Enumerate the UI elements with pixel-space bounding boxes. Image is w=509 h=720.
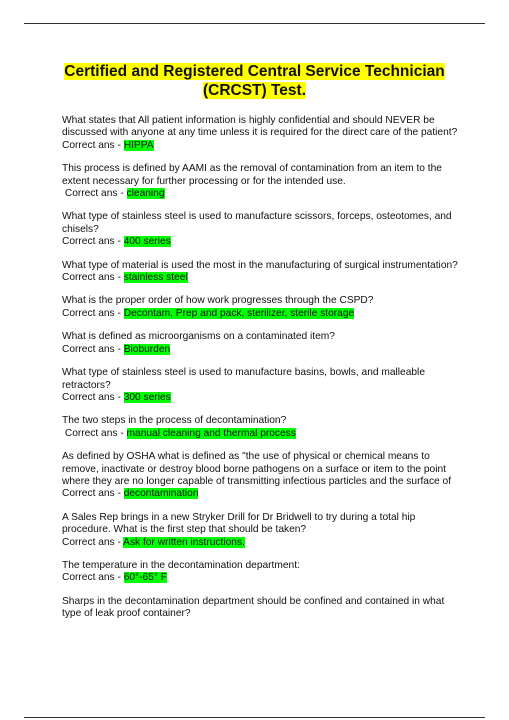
answer-prefix: Correct ans -	[62, 572, 124, 584]
question-text: What is the proper order of how work progresses through the CSPD?	[62, 295, 374, 307]
question-text: This process is defined by AAMI as the removal of contamination from an item to the extent necessary for further processing or for the intended use.	[62, 163, 442, 187]
answer-prefix: Correct ans -	[62, 307, 124, 319]
qa-item	[62, 560, 472, 585]
answer-value: decontamination	[123, 488, 199, 500]
answer-prefix: Correct ans -	[62, 236, 124, 248]
qa-item	[62, 415, 472, 440]
qa-item	[62, 367, 472, 404]
qa-item	[62, 260, 472, 285]
answer-line	[62, 188, 472, 200]
qa-item	[62, 331, 472, 356]
answer-prefix: Correct ans -	[62, 536, 124, 548]
question-text: Sharps in the decontamination department should be confined and contained in what type of leak proof container?	[62, 595, 445, 620]
answer-prefix: Correct ans -	[62, 427, 127, 439]
answer-line	[62, 428, 472, 440]
question-text: What type of stainless steel is used to manufacture scissors, forceps, osteotomes, and chisels?	[62, 211, 452, 235]
answer-prefix: Correct ans -	[62, 139, 124, 151]
answer-value: 400 series	[123, 236, 171, 248]
qa-item	[62, 163, 472, 200]
document-title	[40, 62, 469, 100]
answer-prefix: Correct ans -	[62, 343, 124, 355]
answer-line	[62, 308, 472, 320]
qa-item	[62, 596, 472, 621]
answer-value: Bioburden	[123, 343, 171, 355]
qa-item	[62, 451, 472, 501]
answer-value: Ask for written instructions.	[123, 536, 245, 548]
answer-line	[62, 140, 472, 152]
answer-value: Decontam, Prep and pack, sterilizer, sterile storage	[123, 307, 355, 319]
question-text: A Sales Rep brings in a new Stryker Drill for Dr Bridwell to try during a total hip procedure. What is the first step that should be taken?	[62, 511, 416, 536]
title-line-2: (CRCST) Test.	[202, 82, 307, 99]
qa-item	[62, 295, 472, 320]
qa-item	[62, 512, 472, 549]
question-text: The two steps in the process of decontamination?	[62, 415, 287, 427]
question-text: What states that All patient information is highly confidential and should NEVER be discussed with anyone at any time unless it is required for the direct care of the patient?	[62, 115, 458, 139]
answer-value: manual cleaning and thermal process	[126, 427, 296, 439]
qa-item	[62, 115, 472, 152]
answer-value: HIPPA	[123, 139, 154, 151]
answer-line	[62, 344, 472, 356]
answer-line	[62, 572, 472, 584]
answer-line	[62, 537, 472, 549]
answer-value: stainless steel	[123, 272, 188, 284]
answer-prefix: Correct ans -	[62, 272, 124, 284]
answer-value: 300 series	[123, 391, 171, 403]
qa-item	[62, 211, 472, 248]
answer-value: cleaning	[126, 188, 165, 200]
question-text: What type of stainless steel is used to manufacture basins, bowls, and malleable retractors?	[62, 367, 425, 391]
answer-prefix: Correct ans -	[62, 188, 127, 200]
answer-line	[62, 392, 472, 404]
answer-value: 60°-65° F	[123, 572, 167, 584]
title-line-1: Certified and Registered Central Service Technician	[64, 63, 445, 80]
top-divider	[24, 23, 485, 24]
question-text: The temperature in the decontamination department:	[62, 559, 300, 571]
answer-line	[62, 488, 472, 500]
answer-line	[62, 236, 472, 248]
bottom-divider	[24, 717, 485, 718]
answer-prefix: Correct ans -	[62, 391, 124, 403]
question-text: What is defined as microorganisms on a contaminated item?	[62, 331, 335, 343]
answer-prefix: Correct ans -	[62, 488, 124, 500]
answer-line	[62, 272, 472, 284]
question-text: As defined by OSHA what is defined as "the use of physical or chemical means to remove, inactivate or destroy blood borne pathogens on a surface or item to the point where they are no longer capable of transmitting infectious particles and the surface of	[62, 451, 452, 487]
question-text: What type of material is used the most in the manufacturing of surgical instrumentation?	[62, 259, 458, 271]
question-list	[62, 115, 472, 632]
